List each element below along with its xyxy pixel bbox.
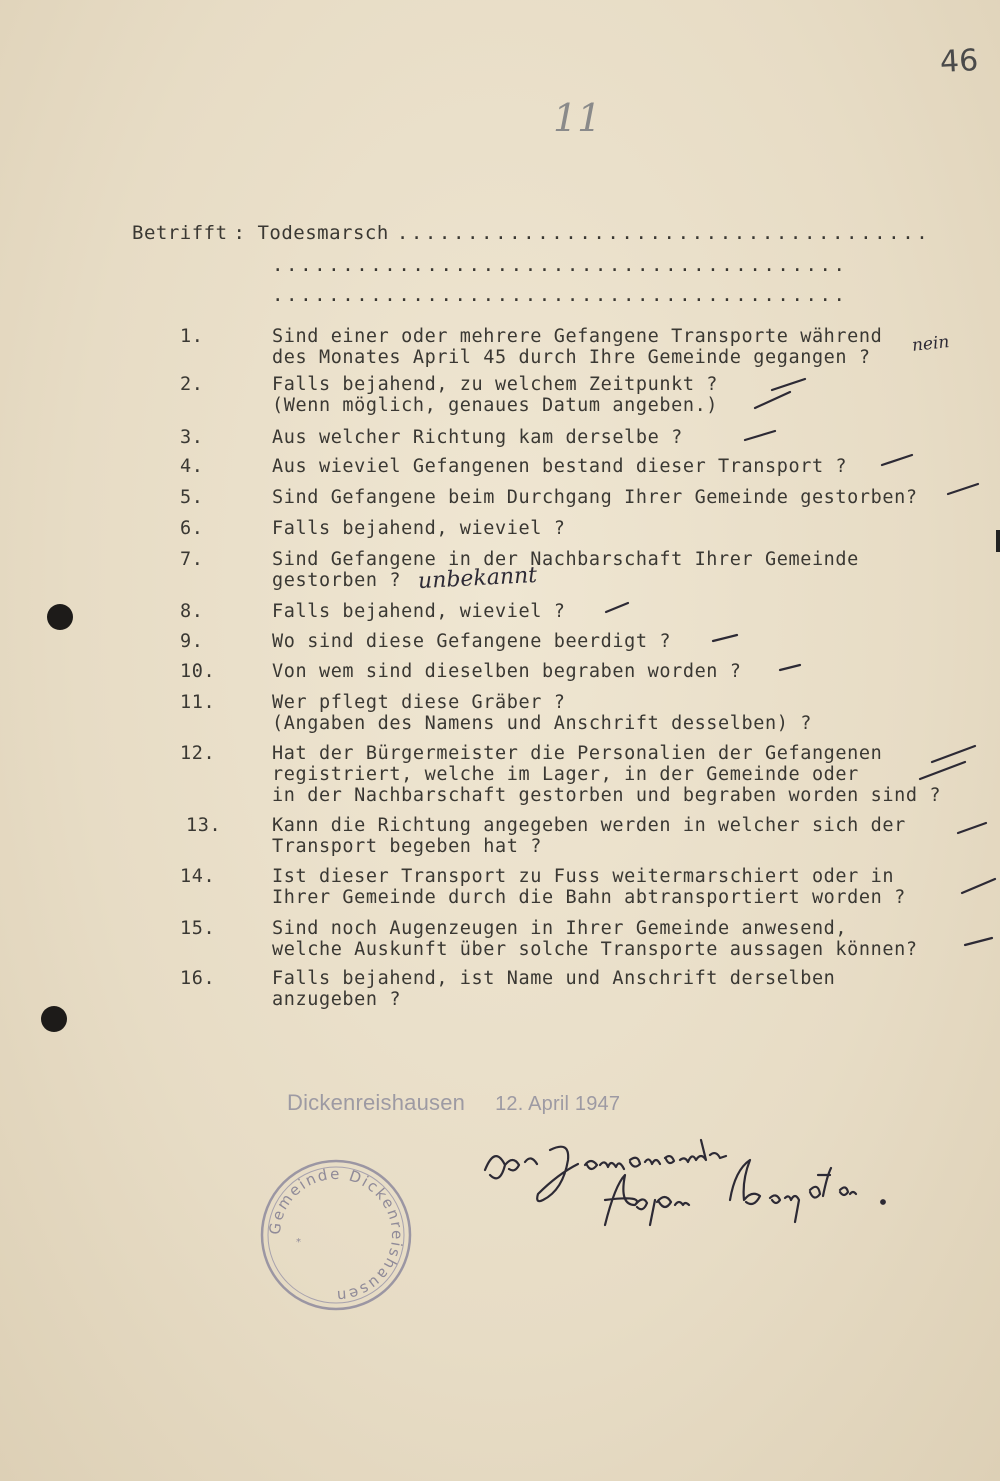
signature: [475, 1130, 905, 1240]
question-line: Aus wieviel Gefangenen bestand dieser Transport ?: [272, 456, 848, 477]
stamp-date: 12. April 1947: [495, 1093, 621, 1115]
question-number: 9.: [180, 631, 204, 652]
question-number: 11.: [180, 692, 216, 713]
punch-hole: [41, 1006, 67, 1032]
subject-label: Betrifft: [132, 222, 228, 244]
question-line: Aus welcher Richtung kam derselbe ?: [272, 427, 683, 448]
question-line: gestorben ?: [272, 570, 402, 591]
question-number: 5.: [180, 487, 204, 508]
question-line: (Angaben des Namens und Anschrift desselben) ?: [272, 713, 812, 734]
question-line: Wo sind diese Gefangene beerdigt ?: [272, 631, 672, 652]
question-line: Sind Gefangene in der Nachbarschaft Ihrer Gemeinde: [272, 549, 859, 570]
question-number: 12.: [180, 743, 216, 764]
question-number: 16.: [180, 968, 216, 989]
subject-value: Todesmarsch: [257, 222, 389, 244]
pencil-mark: 11: [553, 96, 602, 140]
answer-q7: unbekannt: [417, 562, 538, 595]
question-number: 15.: [180, 918, 216, 939]
question-number: 3.: [180, 427, 204, 448]
question-line: Transport begeben hat ?: [272, 836, 542, 857]
question-line: (Wenn möglich, genaues Datum angeben.): [272, 395, 719, 416]
question-number: 4.: [180, 456, 204, 477]
question-line: Wer pflegt diese Gräber ?: [272, 692, 566, 713]
dot-leader-line: .........................................: [272, 254, 848, 276]
question-number: 10.: [180, 661, 216, 682]
question-line: anzugeben ?: [272, 989, 402, 1010]
question-line: Ihrer Gemeinde durch die Bahn abtransportiert worden ?: [272, 887, 906, 908]
question-line: Sind einer oder mehrere Gefangene Transporte während: [272, 326, 883, 347]
svg-text:*: *: [296, 1237, 301, 1248]
question-line: in der Nachbarschaft gestorben und begraben worden sind ?: [272, 785, 942, 806]
question-line: Sind noch Augenzeugen in Ihrer Gemeinde anwesend,: [272, 918, 848, 939]
question-number: 14.: [180, 866, 216, 887]
place-date-stamp: [287, 1090, 620, 1116]
question-number: 7.: [180, 549, 204, 570]
question-line: Hat der Bürgermeister die Personalien der Gefangenen: [272, 743, 883, 764]
page-number: 46: [938, 43, 979, 80]
stamp-place: Dickenreishausen: [287, 1090, 466, 1115]
dot-leader-line: .........................................: [272, 284, 848, 306]
question-line: Falls bejahend, ist Name und Anschrift derselben: [272, 968, 836, 989]
question-line: Falls bejahend, wieviel ?: [272, 518, 566, 539]
answer-q1: nein: [911, 332, 951, 356]
question-line: Kann die Richtung angegeben werden in welcher sich der: [272, 815, 906, 836]
edge-mark: [996, 530, 1000, 552]
question-line: welche Auskunft über solche Transporte aussagen können?: [272, 939, 918, 960]
subject-dot-leader: ......................................: [396, 222, 931, 244]
question-number: 13.: [186, 815, 222, 836]
question-number: 6.: [180, 518, 204, 539]
punch-hole: [47, 604, 73, 630]
question-line: Von wem sind dieselben begraben worden ?: [272, 661, 742, 682]
question-line: registriert, welche im Lager, in der Gemeinde oder: [272, 764, 859, 785]
municipal-seal: [256, 1155, 416, 1315]
question-number: 1.: [180, 326, 204, 347]
question-number: 2.: [180, 374, 204, 395]
subject-separator: :: [233, 222, 246, 244]
question-line: Falls bejahend, zu welchem Zeitpunkt ?: [272, 374, 719, 395]
question-line: Ist dieser Transport zu Fuss weitermarschiert oder in: [272, 866, 895, 887]
question-line: Falls bejahend, wieviel ?: [272, 601, 566, 622]
question-line: des Monates April 45 durch Ihre Gemeinde gegangen ?: [272, 347, 871, 368]
question-number: 8.: [180, 601, 204, 622]
question-line: Sind Gefangene beim Durchgang Ihrer Gemeinde gestorben?: [272, 487, 918, 508]
seal-text: Gemeinde Dickenreishausen: [265, 1164, 407, 1306]
svg-text:Gemeinde Dickenreishausen: [266, 1165, 406, 1305]
